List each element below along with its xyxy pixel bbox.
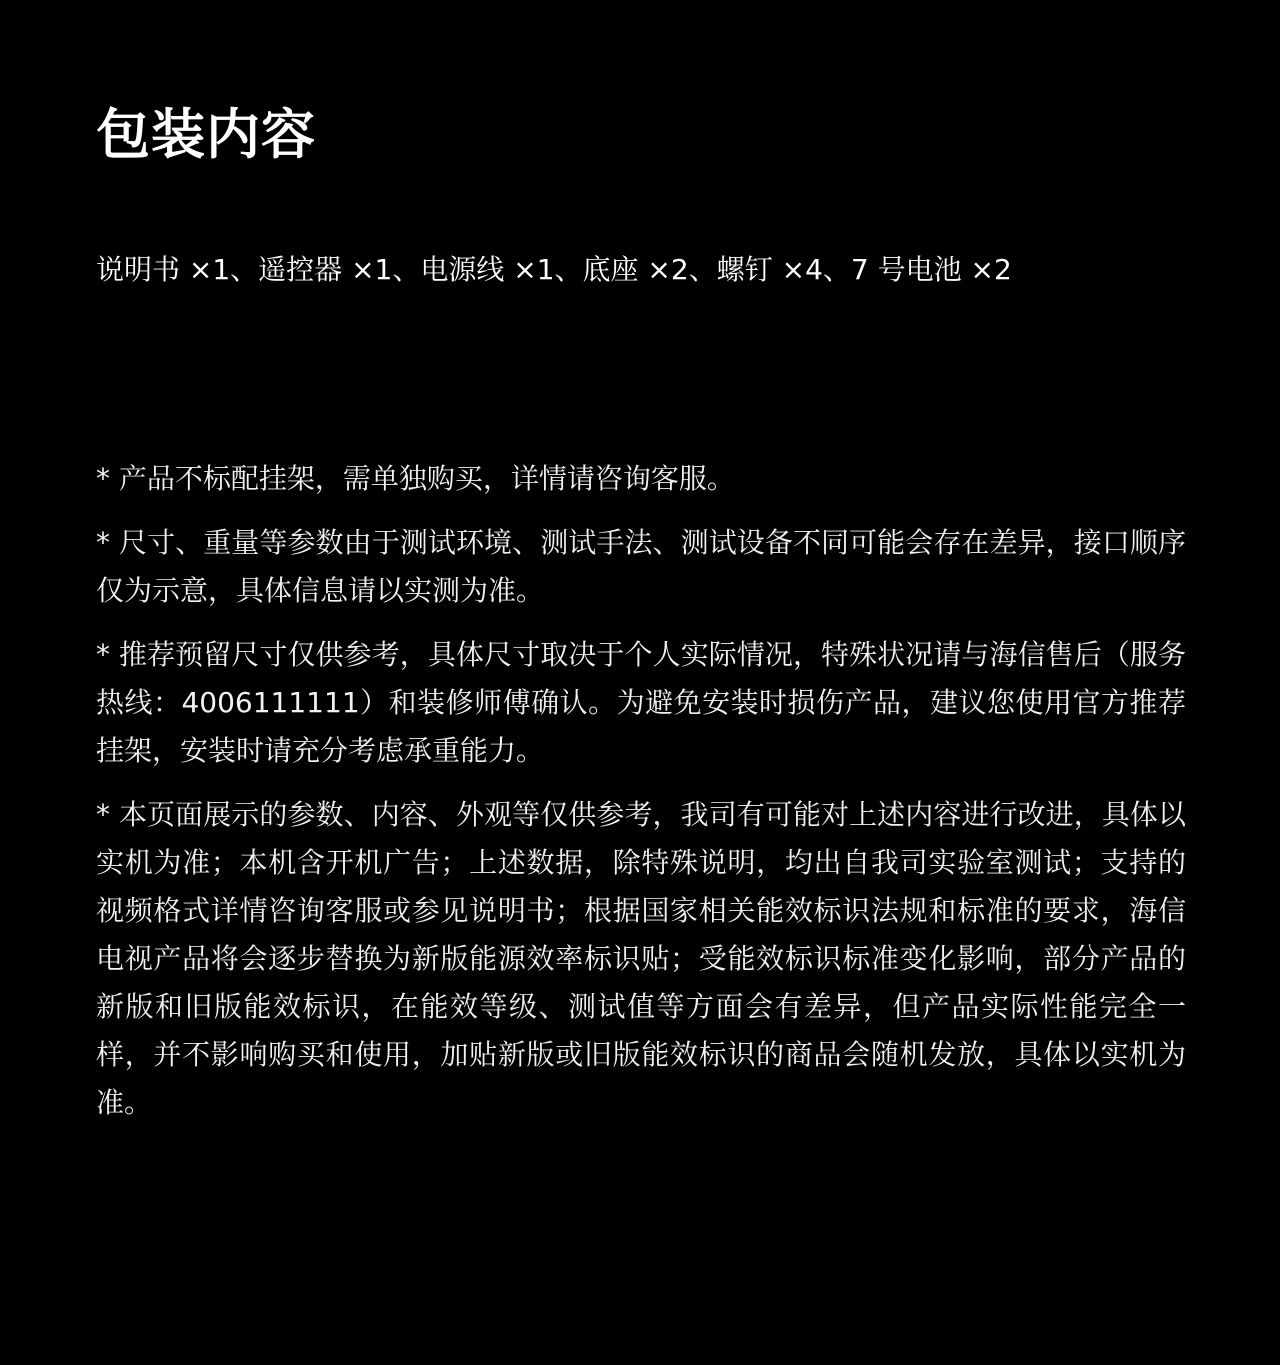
section-title: 包装内容: [96, 103, 316, 166]
note-dimensions: * 尺寸、重量等参数由于测试环境、测试手法、测试设备不同可能会存在差异，接口顺序仅为示意，具体信息请以实测为准。: [96, 526, 1186, 607]
package-contents-list: 说明书 ×1、遥控器 ×1、电源线 ×1、底座 ×2、螺钉 ×4、7 号电池 ×2: [96, 253, 1012, 286]
note-specifications: * 本页面展示的参数、内容、外观等仅供参考，我司有可能对上述内容进行改进，具体以实机为准；本机含开机广告；上述数据，除特殊说明，均出自我司实验室测试；支持的视频格式详情咨询客服或参见说明书；根据国家相关能效标识法规和标准的要求，海信电视产品将会逐步替换为新版能源效率标识贴；受能效标识标准变化影响，部分产品的新版和旧版能效标识，在能效等级、测试值等方面会有差异，但产品实际性能完全一样，并不影响购买和使用，加贴新版或旧版能效标识的商品会随机发放，具体以实机为准。: [96, 798, 1186, 1119]
note-installation: * 推荐预留尺寸仅供参考，具体尺寸取决于个人实际情况，特殊状况请与海信售后（服务热线：4006111111）和装修师傅确认。为避免安装时损伤产品，建议您使用官方推荐挂架，安装时请充分考虑承重能力。: [96, 638, 1186, 767]
note-wall-mount: * 产品不标配挂架，需单独购买，详情请咨询客服。: [96, 462, 735, 495]
disclaimer-notes: [96, 455, 1186, 1143]
